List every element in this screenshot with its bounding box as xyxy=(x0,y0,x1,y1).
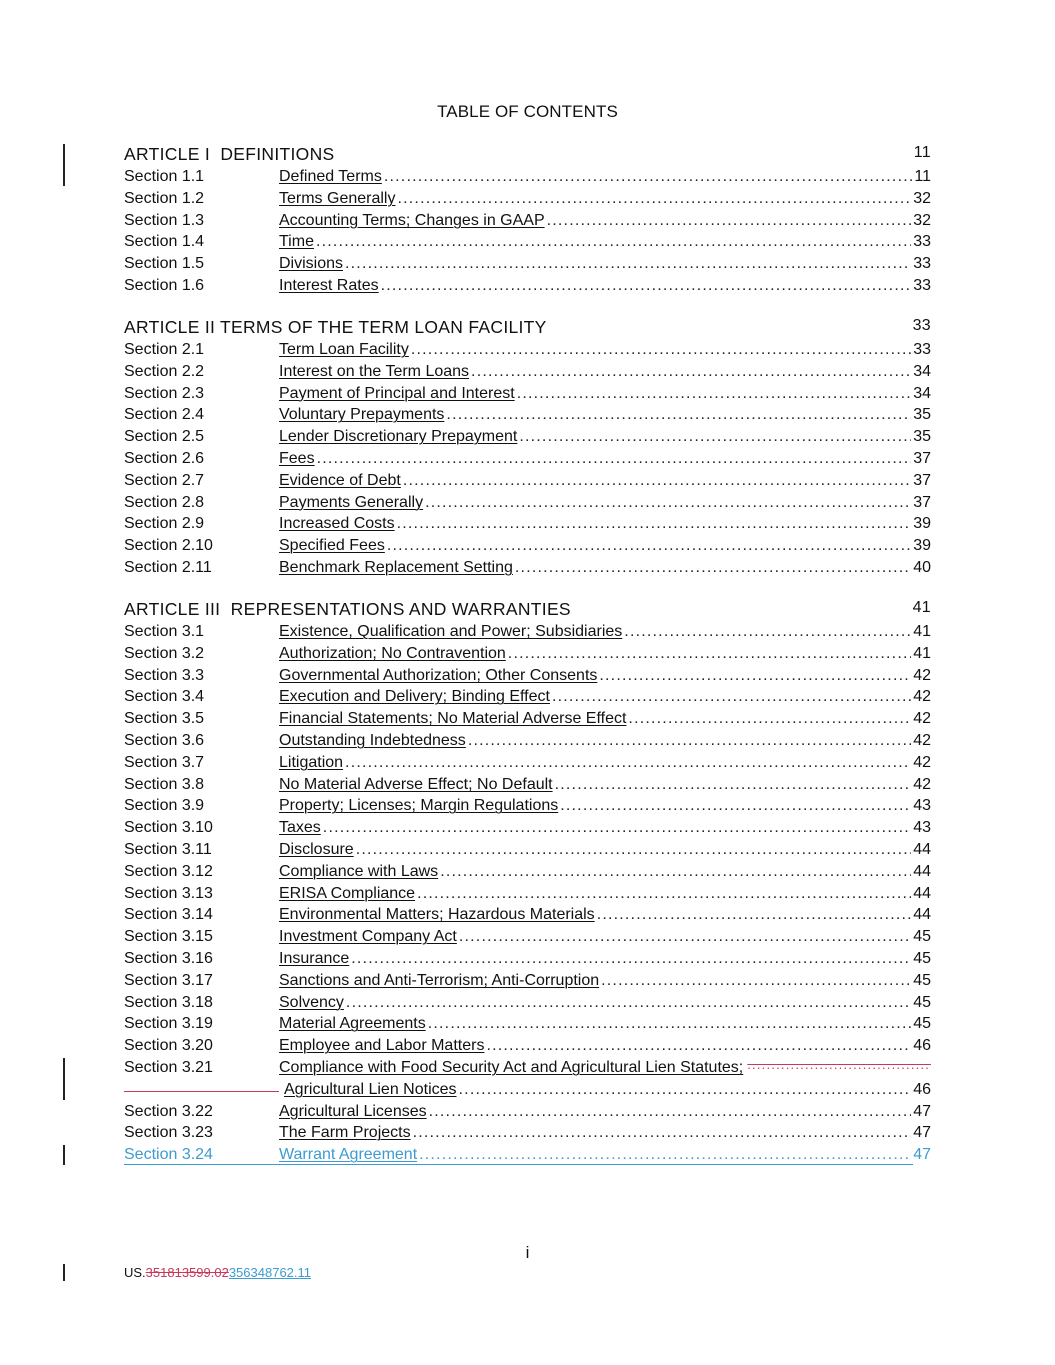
section-number: Section 2.4 xyxy=(124,406,205,424)
section-page-number: 43 xyxy=(913,819,931,837)
dot-leader xyxy=(471,362,911,382)
section-page-number: 42 xyxy=(913,753,931,771)
section-page-number: 46 xyxy=(913,1080,931,1098)
dot-leader xyxy=(316,232,911,252)
dot-leader xyxy=(387,536,911,556)
section-page-number: 44 xyxy=(913,906,931,924)
section-title-link[interactable]: Existence, Qualification and Power; Subsidiaries xyxy=(279,623,623,640)
article-page-number: 33 xyxy=(912,317,931,334)
dot-leader xyxy=(508,644,911,664)
article-heading[interactable] xyxy=(124,599,931,621)
dot-leader xyxy=(468,731,911,751)
section-title-link[interactable]: Terms Generally xyxy=(279,189,396,207)
section-page-number: 43 xyxy=(913,797,931,815)
toc-entry-inserted[interactable] xyxy=(124,1145,931,1167)
section-title-link[interactable]: The Farm Projects xyxy=(279,1124,411,1142)
dot-leader xyxy=(486,1036,911,1056)
section-page-number: 37 xyxy=(913,471,931,489)
section-title-link[interactable]: Outstanding Indebtedness xyxy=(279,732,466,749)
section-number: Section 2.5 xyxy=(124,428,205,446)
section-title-link[interactable]: Sanctions and Anti-Terrorism; Anti-Corruption xyxy=(279,971,600,989)
section-number: Section 2.8 xyxy=(124,493,205,511)
footer-prefix: US. xyxy=(124,1265,146,1280)
article-page-number: 11 xyxy=(913,144,931,161)
dot-leader xyxy=(323,818,911,838)
section-number: Section 3.4 xyxy=(124,688,205,706)
dot-leader xyxy=(403,471,911,491)
section-page-number: 11 xyxy=(914,168,931,185)
inserted-document-id: 356348762.11 xyxy=(228,1265,312,1280)
dot-leader xyxy=(624,622,911,642)
section-page-number: 44 xyxy=(913,862,931,880)
section-page-number: 33 xyxy=(913,233,931,251)
section-page-number: 46 xyxy=(913,1037,931,1055)
section-page-number: 39 xyxy=(913,515,931,533)
toc-entry[interactable] xyxy=(124,427,931,449)
toc-entry[interactable] xyxy=(124,1058,931,1080)
section-page-number: 44 xyxy=(913,884,931,902)
dot-leader xyxy=(425,493,911,513)
page-title: TABLE OF CONTENTS xyxy=(437,102,618,121)
section-number: Section 3.15 xyxy=(124,928,213,946)
section-page-number: 41 xyxy=(913,644,931,662)
dot-leader xyxy=(345,254,911,274)
section-number: Section 3.16 xyxy=(124,950,213,967)
section-number: Section 3.12 xyxy=(124,862,213,880)
toc-entry[interactable] xyxy=(124,493,931,515)
toc-entry-continuation[interactable] xyxy=(124,1080,931,1102)
section-number: Section 3.13 xyxy=(124,884,213,902)
dot-leader xyxy=(597,905,912,925)
toc-entry[interactable] xyxy=(124,1123,931,1145)
section-number: Section 2.6 xyxy=(124,450,205,467)
dot-leader xyxy=(397,189,911,209)
dot-leader xyxy=(356,840,912,860)
toc-entry[interactable] xyxy=(124,709,931,731)
toc-entry[interactable] xyxy=(124,927,931,949)
section-page-number: 47 xyxy=(913,1124,931,1142)
dot-leader xyxy=(411,340,911,360)
dot-leader xyxy=(413,1123,912,1143)
section-page-number: 45 xyxy=(913,993,931,1011)
section-number: Section 1.5 xyxy=(124,255,205,273)
section-number: Section 1.4 xyxy=(124,233,205,251)
toc-entry[interactable] xyxy=(124,514,931,536)
dot-leader xyxy=(417,884,911,904)
section-page-number: 34 xyxy=(913,362,931,380)
toc-entry[interactable] xyxy=(124,971,931,993)
dot-leader xyxy=(440,862,911,882)
section-page-number: 42 xyxy=(913,775,931,793)
section-title-link[interactable]: No Material Adverse Effect; No Default xyxy=(279,775,553,793)
dot-leader xyxy=(547,211,912,231)
toc-entry[interactable] xyxy=(124,362,931,384)
article-page-number: 41 xyxy=(912,599,931,616)
section-title-link[interactable]: Benchmark Replacement Setting xyxy=(279,559,513,576)
toc-entry[interactable] xyxy=(124,666,931,688)
section-number: Section 3.18 xyxy=(124,993,213,1011)
toc-entry[interactable] xyxy=(124,254,931,276)
toc-entry[interactable] xyxy=(124,340,931,362)
section-number: Section 3.3 xyxy=(124,666,205,684)
document-id-footer xyxy=(124,1265,311,1280)
section-title-link[interactable]: Term Loan Facility xyxy=(279,341,409,358)
toc-entry[interactable] xyxy=(124,862,931,884)
deleted-leader xyxy=(747,1058,931,1075)
section-number: Section 2.1 xyxy=(124,341,205,358)
section-number: Section 3.14 xyxy=(124,906,213,924)
section-title-link[interactable]: Voluntary Prepayments xyxy=(279,406,445,424)
section-number: Section 3.7 xyxy=(124,753,205,771)
section-title-link[interactable]: Solvency xyxy=(279,993,344,1011)
dot-leader xyxy=(628,709,911,729)
toc-entry[interactable] xyxy=(124,622,931,644)
dot-leader xyxy=(555,775,912,795)
section-number: Section 3.8 xyxy=(124,775,205,793)
section-page-number: 47 xyxy=(913,1102,931,1120)
dot-leader xyxy=(599,666,911,686)
toc-entry[interactable] xyxy=(124,211,931,233)
dot-leader xyxy=(515,558,911,578)
article-heading[interactable] xyxy=(124,144,931,166)
dot-leader xyxy=(345,753,911,773)
section-page-number: 44 xyxy=(913,841,931,858)
page-number: i xyxy=(525,1243,530,1262)
section-number: Section 3.5 xyxy=(124,710,205,728)
section-title-link[interactable]: Lender Discretionary Prepayment xyxy=(279,428,518,446)
dot-leader xyxy=(397,514,912,534)
section-number: Section 3.17 xyxy=(124,971,213,989)
toc-entry[interactable] xyxy=(124,471,931,493)
section-page-number: 45 xyxy=(913,1015,931,1033)
toc-entry[interactable] xyxy=(124,384,931,406)
toc-entry[interactable] xyxy=(124,731,931,753)
section-page-number: 32 xyxy=(913,211,931,229)
article-title[interactable]: ARTICLE III REPRESENTATIONS AND WARRANTIES xyxy=(124,599,571,619)
section-number: Section 3.21 xyxy=(124,1059,213,1076)
section-title-link[interactable]: Divisions xyxy=(279,255,344,273)
section-number: Section 3.9 xyxy=(124,797,205,815)
change-bar xyxy=(63,1058,65,1100)
section-page-number: 45 xyxy=(913,971,931,989)
toc-entry[interactable] xyxy=(124,558,931,580)
dot-leader xyxy=(346,993,911,1013)
section-title-link[interactable]: Payment of Principal and Interest xyxy=(279,384,515,402)
toc-entry[interactable] xyxy=(124,687,931,709)
section-title-link[interactable]: ERISA Compliance xyxy=(279,884,416,902)
section-number: Section 3.24 xyxy=(124,1146,213,1164)
toc-entry[interactable] xyxy=(124,753,931,775)
toc-entry[interactable] xyxy=(124,1014,931,1036)
section-page-number: 41 xyxy=(913,623,931,640)
section-title-link[interactable]: Specified Fees xyxy=(279,537,385,555)
dot-leader xyxy=(429,1102,912,1122)
section-title-link[interactable]: Environmental Matters; Hazardous Materials xyxy=(279,906,595,924)
dot-leader xyxy=(459,1080,912,1100)
section-title-link[interactable]: Warrant Agreement xyxy=(279,1146,418,1164)
article-heading[interactable] xyxy=(124,317,931,339)
change-bar xyxy=(63,1145,65,1165)
toc-entry[interactable] xyxy=(124,536,931,558)
toc-entry[interactable] xyxy=(124,818,931,840)
section-page-number: 37 xyxy=(913,450,931,467)
toc-entry[interactable] xyxy=(124,840,931,862)
section-number: Section 3.11 xyxy=(124,841,212,858)
section-title-link[interactable]: Interest on the Term Loans xyxy=(279,362,470,380)
section-title-link[interactable]: Taxes xyxy=(279,819,321,837)
dot-leader xyxy=(459,927,911,947)
section-number: Section 1.2 xyxy=(124,189,205,207)
section-number: Section 3.6 xyxy=(124,732,205,749)
section-number: Section 2.3 xyxy=(124,384,205,402)
section-title-link[interactable]: Defined Terms xyxy=(279,168,382,185)
section-number: Section 1.3 xyxy=(124,211,205,229)
section-number: Section 3.19 xyxy=(124,1015,213,1033)
dot-leader xyxy=(517,384,912,404)
section-page-number: 45 xyxy=(913,950,931,967)
section-number: Section 2.11 xyxy=(124,559,212,576)
change-bar xyxy=(63,1264,65,1281)
toc-entry[interactable] xyxy=(124,167,931,189)
dot-leader xyxy=(381,276,912,296)
toc-entry[interactable] xyxy=(124,796,931,818)
section-page-number: 33 xyxy=(913,255,931,273)
section-page-number: 32 xyxy=(913,189,931,207)
section-title-link[interactable]: Governmental Authorization; Other Consents xyxy=(279,666,598,684)
toc-entry[interactable] xyxy=(124,232,931,254)
section-page-number: 42 xyxy=(913,732,931,749)
toc-entry[interactable] xyxy=(124,1102,931,1124)
section-title-link[interactable]: Agricultural Lien Notices xyxy=(284,1080,457,1098)
section-title-link[interactable]: Material Agreements xyxy=(279,1015,426,1033)
dot-leader xyxy=(351,949,911,969)
insertion-underline xyxy=(124,1164,913,1165)
section-title-link[interactable]: Investment Company Act xyxy=(279,928,457,946)
section-title-link[interactable]: Interest Rates xyxy=(279,277,379,294)
section-title-link[interactable]: Authorization; No Contravention xyxy=(279,644,506,662)
section-page-number: 47 xyxy=(913,1146,931,1164)
section-number: Section 3.2 xyxy=(124,644,205,662)
section-title-link[interactable]: Disclosure xyxy=(279,841,354,858)
toc-entry[interactable] xyxy=(124,775,931,797)
section-title-link[interactable]: Compliance with Laws xyxy=(279,862,439,880)
toc-entry[interactable] xyxy=(124,405,931,427)
section-number: Section 2.2 xyxy=(124,362,205,380)
change-bar xyxy=(63,144,65,186)
toc-entry[interactable] xyxy=(124,449,931,471)
section-title-link[interactable]: Agricultural Licenses xyxy=(279,1102,427,1120)
section-title-link[interactable]: Evidence of Debt xyxy=(279,471,401,489)
toc-entry[interactable] xyxy=(124,884,931,906)
section-number: Section 3.22 xyxy=(124,1102,213,1120)
dot-leader xyxy=(317,449,912,469)
section-title-link[interactable]: Payments Generally xyxy=(279,493,424,511)
section-number: Section 3.23 xyxy=(124,1124,213,1142)
section-number: Section 2.9 xyxy=(124,515,205,533)
section-number: Section 3.20 xyxy=(124,1037,213,1055)
article-title[interactable]: ARTICLE II TERMS OF THE TERM LOAN FACILITY xyxy=(124,317,547,337)
section-title-link[interactable]: Increased Costs xyxy=(279,515,395,533)
section-page-number: 45 xyxy=(913,928,931,946)
section-page-number: 34 xyxy=(913,384,931,402)
section-title-link[interactable]: Fees xyxy=(279,450,315,467)
toc-entry[interactable] xyxy=(124,1036,931,1058)
section-title-link[interactable]: Accounting Terms; Changes in GAAP xyxy=(279,211,545,229)
section-title-link[interactable]: Insurance xyxy=(279,950,350,967)
section-number: Section 1.6 xyxy=(124,277,205,294)
toc-entry[interactable] xyxy=(124,993,931,1015)
dot-leader xyxy=(446,405,911,425)
dot-leader xyxy=(384,167,913,187)
section-number: Section 2.10 xyxy=(124,537,213,555)
section-title-link[interactable]: Financial Statements; No Material Adverse Effect xyxy=(279,710,627,728)
dot-leader xyxy=(552,687,911,707)
toc-entry[interactable] xyxy=(124,189,931,211)
dot-leader xyxy=(601,971,911,991)
section-title-link[interactable]: Property; Licenses; Margin Regulations xyxy=(279,797,559,815)
toc-entry[interactable] xyxy=(124,644,931,666)
dot-leader xyxy=(519,427,911,447)
toc-entry[interactable] xyxy=(124,276,931,298)
section-page-number: 37 xyxy=(913,493,931,511)
section-title-link[interactable]: Compliance with Food Security Act and Agricultural Lien Statutes; xyxy=(279,1059,744,1076)
section-title-link[interactable]: Execution and Delivery; Binding Effect xyxy=(279,688,550,706)
dot-leader xyxy=(419,1145,911,1165)
section-page-number: 42 xyxy=(913,710,931,728)
section-title-link[interactable]: Employee and Labor Matters xyxy=(279,1037,485,1055)
section-number: Section 3.1 xyxy=(124,623,205,640)
section-title-link[interactable]: Litigation xyxy=(279,753,344,771)
section-page-number: 40 xyxy=(913,559,931,576)
section-page-number: 35 xyxy=(913,406,931,424)
toc-entry[interactable] xyxy=(124,949,931,971)
section-page-number: 33 xyxy=(913,341,931,358)
section-number: Section 1.1 xyxy=(124,168,205,185)
section-title-link[interactable]: Time xyxy=(279,233,314,251)
section-page-number: 33 xyxy=(913,277,931,294)
toc-entry[interactable] xyxy=(124,905,931,927)
article-title[interactable]: ARTICLE I DEFINITIONS xyxy=(124,144,335,164)
dot-leader xyxy=(560,796,911,816)
deleted-tab-mark xyxy=(124,1091,279,1093)
section-number: Section 3.10 xyxy=(124,819,213,837)
section-page-number: 39 xyxy=(913,537,931,555)
dot-leader xyxy=(428,1014,911,1034)
section-number: Section 2.7 xyxy=(124,471,205,489)
section-page-number: 42 xyxy=(913,688,931,706)
section-page-number: 42 xyxy=(913,666,931,684)
section-page-number: 35 xyxy=(913,428,931,446)
deleted-document-id: 351813599.02 xyxy=(145,1265,229,1280)
